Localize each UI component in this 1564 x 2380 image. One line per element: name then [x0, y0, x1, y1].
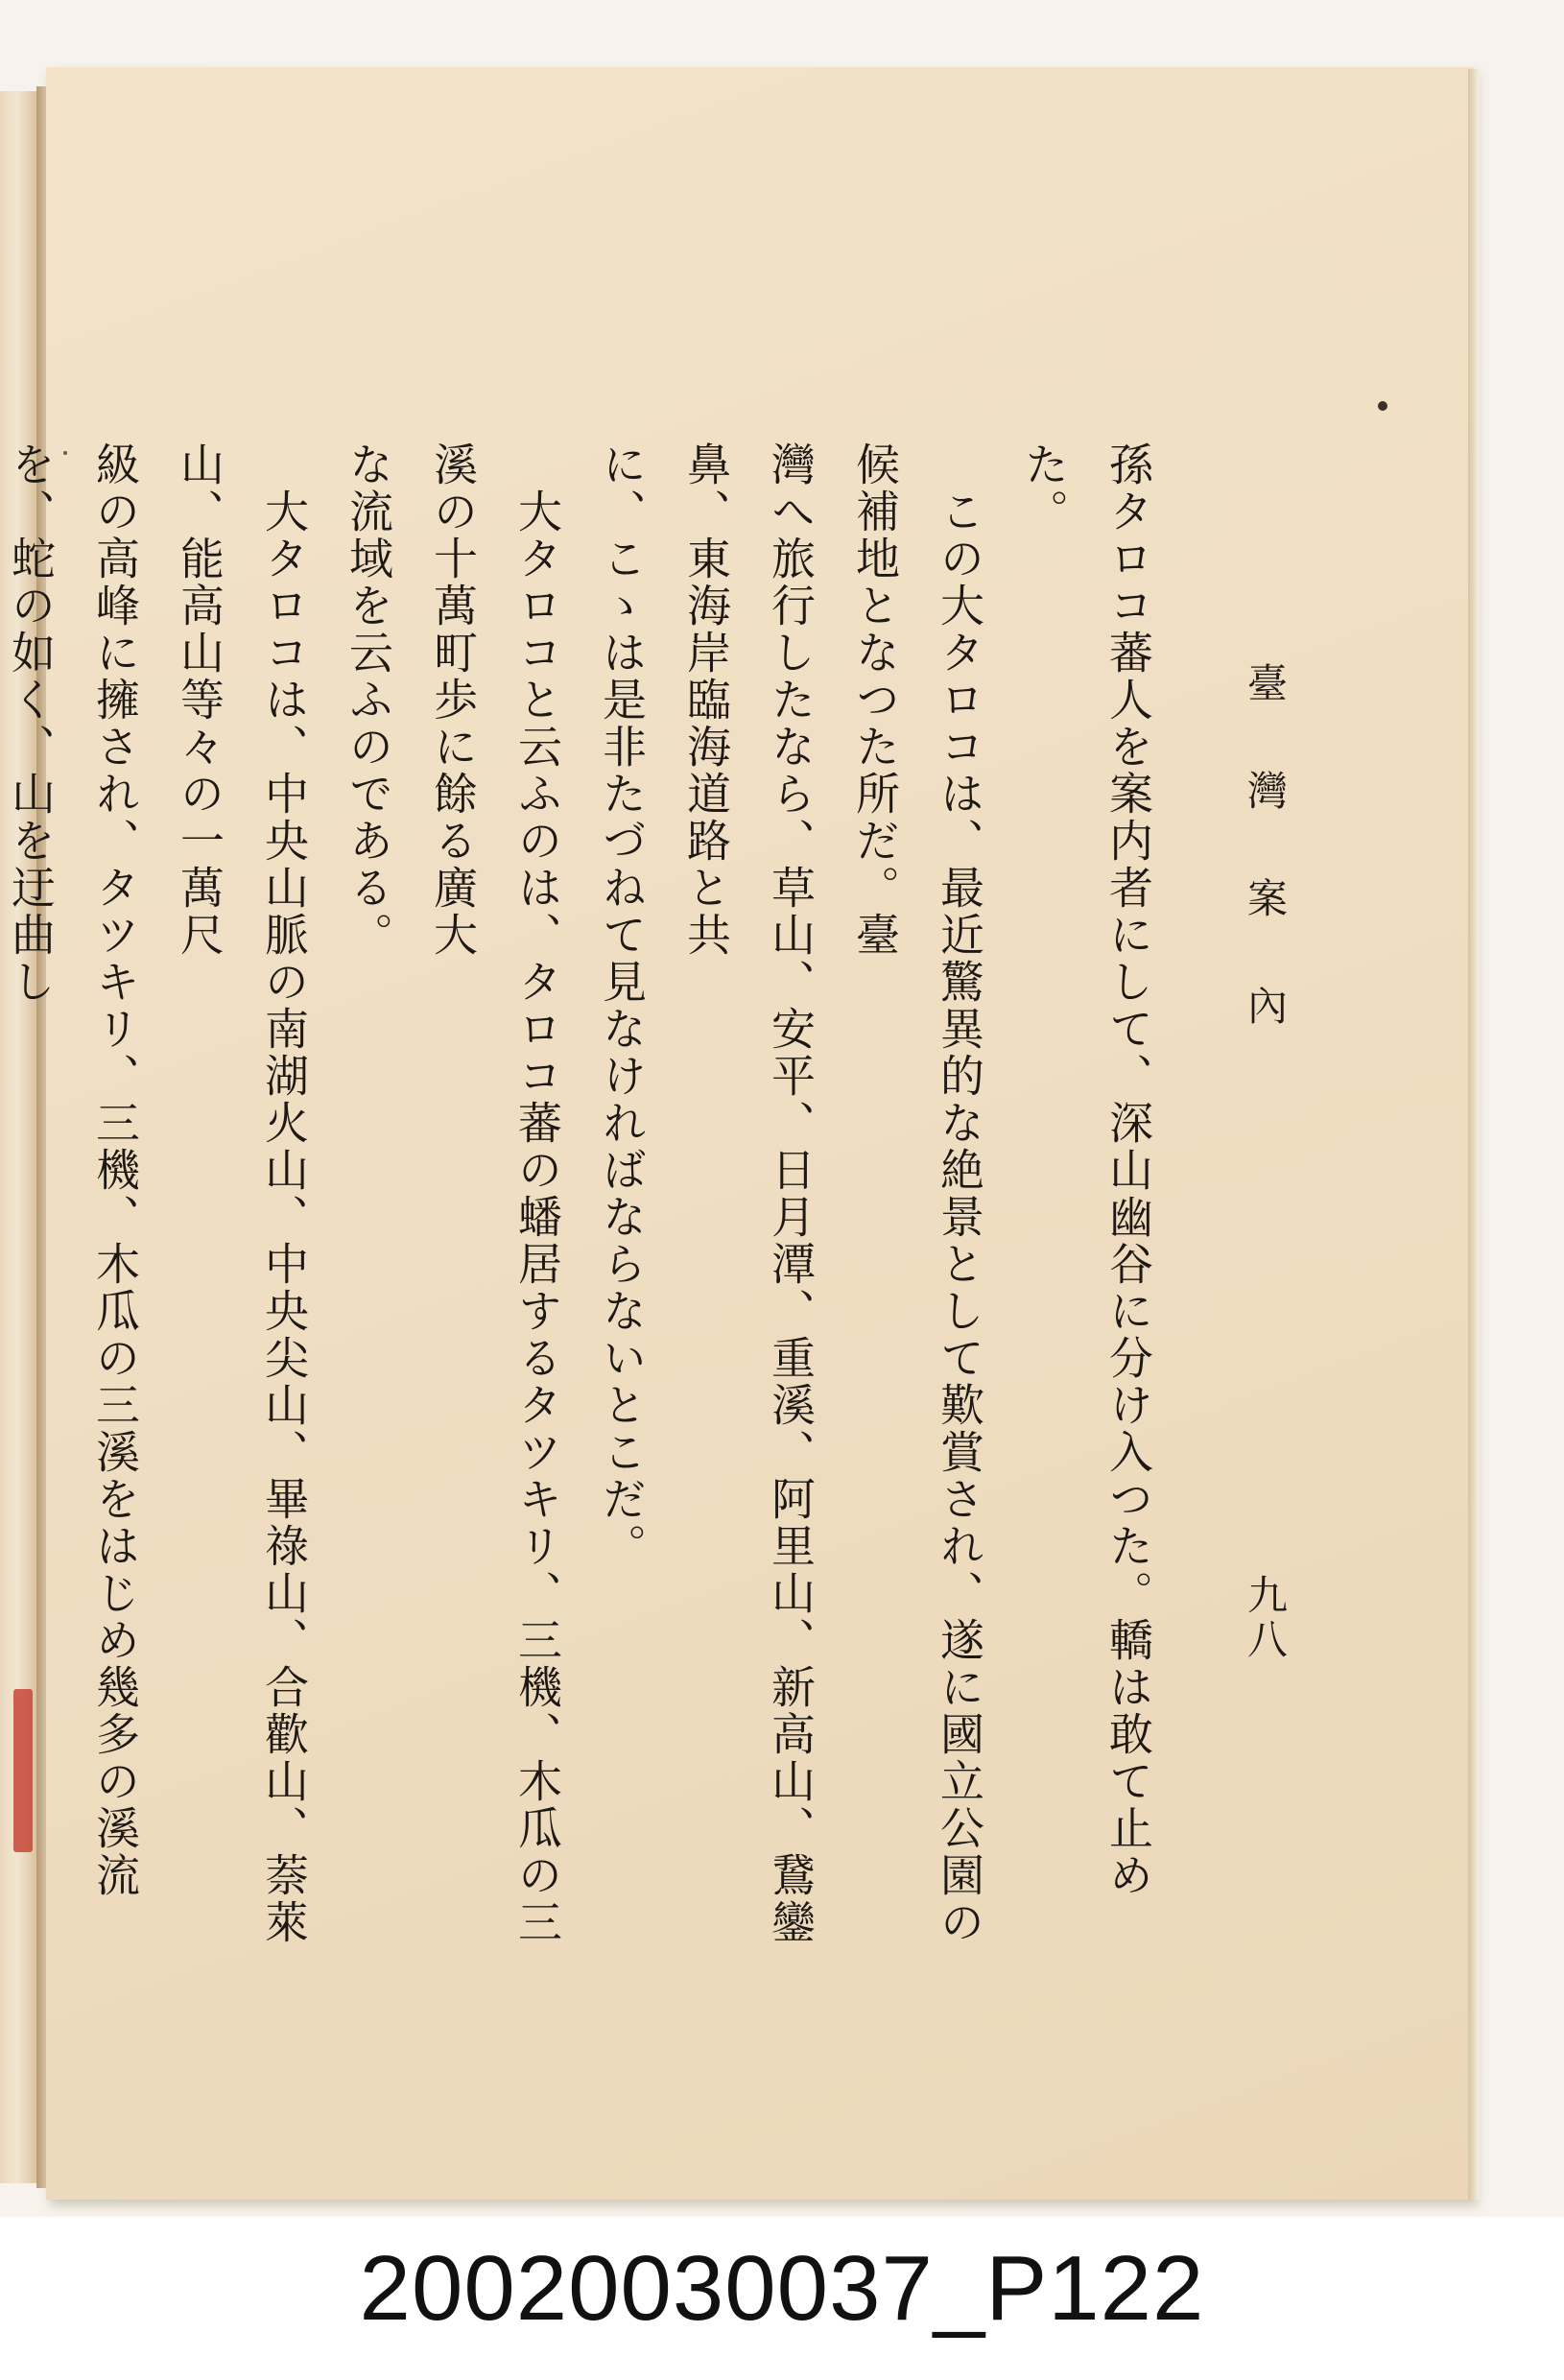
text-line: 大タロコは、中央山脈の南湖火山、中央尖山、畢祿山、合歡山、萘萊山、能高山等々の一萬尺	[174, 441, 310, 1946]
text-line: に、こゝは是非たづねて見なければならないとこだ。	[596, 441, 648, 1570]
image-id-caption: 20020030037_P122	[359, 2237, 1205, 2340]
text-line: この大タロコは、最近驚異的な絶景として歎賞され、遂に國立公園の候補地となつた所だ。臺	[849, 441, 985, 1946]
text-line: 孫タロコ蕃人を案内者にして、深山幽谷に分け入つた。轎は敢て止めた。	[1018, 441, 1154, 1899]
page-right-edge	[1468, 69, 1480, 2200]
page-number: 九八	[1242, 1574, 1289, 1662]
text-line: 級の高峰に擁され、タツキリ、三機、木瓜の三溪をはじめ幾多の溪流を、蛇の如く、山を迂曲し	[5, 441, 141, 1899]
text-line: な流域を云ふのである。	[343, 441, 394, 959]
text-line: 大タロコと云ふのは、タロコ蕃の蟠居するタツキリ、三機、木瓜の三溪の十萬町歩に餘る廣大	[427, 441, 563, 1946]
running-header: 臺 灣 案 內	[1242, 662, 1289, 1038]
ink-spot	[1378, 401, 1387, 411]
body-text	[5, 441, 1171, 1958]
text-line: 灣へ旅行したなら、草山、安平、日月潭、重溪、阿里山、新高山、鵞鑾鼻、東海岸臨海道路と共	[680, 441, 817, 1946]
